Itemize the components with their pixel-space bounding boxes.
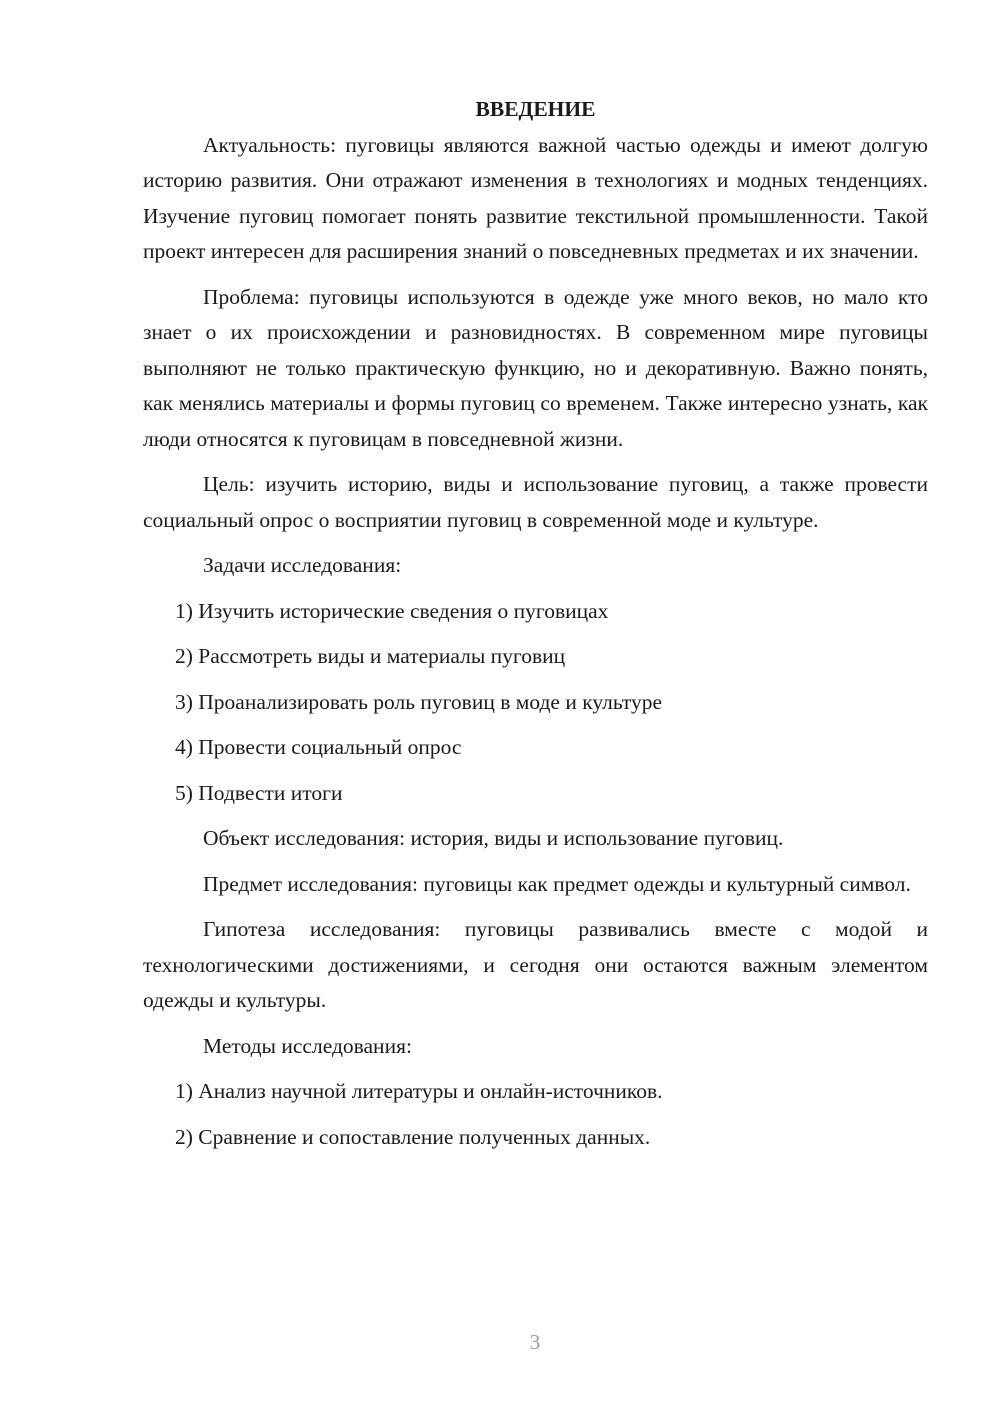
method-item: 2) Сравнение и сопоставление полученных данных. (175, 1124, 651, 1149)
relevance-paragraph: Актуальность: пуговицы являются важной частью одежды и имеют долгую историю развития. Они отражают изменения в технологиях и модных тенденциях. Изучение пуговиц помогает понять развитие текстильной промышленности. Такой проект интересен для расширения знаний о повседневных предметах и их значении. (143, 132, 928, 263)
problem-paragraph: Проблема: пуговицы используются в одежде уже много веков, но мало кто знает о их происхождении и разновидностях. В современном мире пуговицы выполняют не только практическую функцию, но и декоративную. Важно понять, как менялись материалы и формы пуговиц со временем. Также интересно узнать, как люди относятся к пуговицам в повседневной жизни. (143, 284, 928, 451)
task-item: 1) Изучить исторические сведения о пуговицах (175, 598, 609, 623)
goal-paragraph: Цель: изучить историю, виды и использование пуговиц, а также провести социальный опрос о восприятии пуговиц в современной моде и культуре. (143, 472, 928, 532)
method-item: 1) Анализ научной литературы и онлайн-источников. (175, 1079, 663, 1103)
task-item: 3) Проанализировать роль пуговиц в моде и культуре (175, 689, 663, 714)
page-content (143, 92, 928, 1165)
task-item: 5) Подвести итоги (175, 780, 343, 805)
task-item: 2) Рассмотреть виды и материалы пуговиц (175, 644, 566, 668)
section-title: ВВЕДЕНИЕ (475, 97, 596, 121)
subject-paragraph: Предмет исследования: пуговицы как предмет одежды и культурный символ. (203, 871, 911, 896)
tasks-label: Задачи исследования: (203, 553, 402, 577)
hypothesis-paragraph: Гипотеза исследования: пуговицы развивались вместе с модой и технологическими достижениями, и сегодня они остаются важным элементом одежды и культуры. (143, 917, 928, 1012)
methods-label: Методы исследования: (203, 1033, 412, 1058)
object-paragraph: Объект исследования: история, виды и использование пуговиц. (203, 826, 784, 850)
page-number: 3 (529, 1330, 541, 1354)
task-item: 4) Провести социальный опрос (175, 735, 462, 759)
